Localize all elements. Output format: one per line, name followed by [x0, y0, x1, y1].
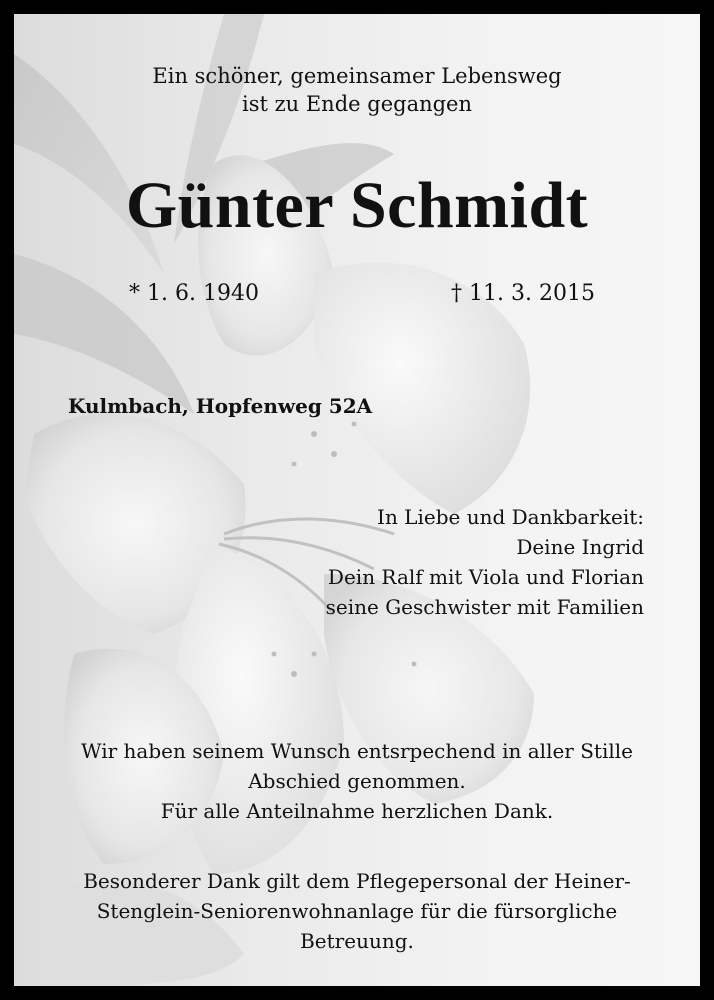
- farewell-line: Abschied genommen.: [248, 769, 466, 793]
- farewell-line: Für alle Anteilnahme herzlichen Dank.: [160, 799, 554, 823]
- thanks-line: Stenglein-Seniorenwohnanlage für die fürsorgliche: [96, 899, 618, 923]
- intro-text: [14, 62, 700, 118]
- obituary-card: [14, 14, 700, 986]
- family-line: Dein Ralf mit Viola und Florian: [327, 565, 644, 589]
- death-date: † 11. 3. 2015: [451, 281, 595, 306]
- family-heading: In Liebe und Dankbarkeit:: [377, 505, 644, 529]
- farewell-line: Wir haben seinem Wunsch entsrpechend in aller Stille: [81, 739, 633, 763]
- thanks-text: [14, 866, 700, 956]
- address: Kulmbach, Hopfenweg 52A: [68, 394, 373, 418]
- intro-line-1: Ein schöner, gemeinsamer Lebensweg: [152, 64, 562, 88]
- thanks-line: Besonderer Dank gilt dem Pflegepersonal der Heiner-: [83, 869, 631, 893]
- deceased-name: Günter Schmidt: [125, 169, 589, 242]
- lily-background-image: [14, 14, 700, 986]
- birth-date: * 1. 6. 1940: [129, 281, 259, 306]
- family-line: seine Geschwister mit Familien: [325, 595, 644, 619]
- family-line: Deine Ingrid: [516, 535, 644, 559]
- family-signature: [326, 502, 644, 622]
- farewell-text: [14, 736, 700, 826]
- thanks-line: Betreuung.: [300, 929, 414, 953]
- intro-line-2: ist zu Ende gegangen: [241, 92, 473, 116]
